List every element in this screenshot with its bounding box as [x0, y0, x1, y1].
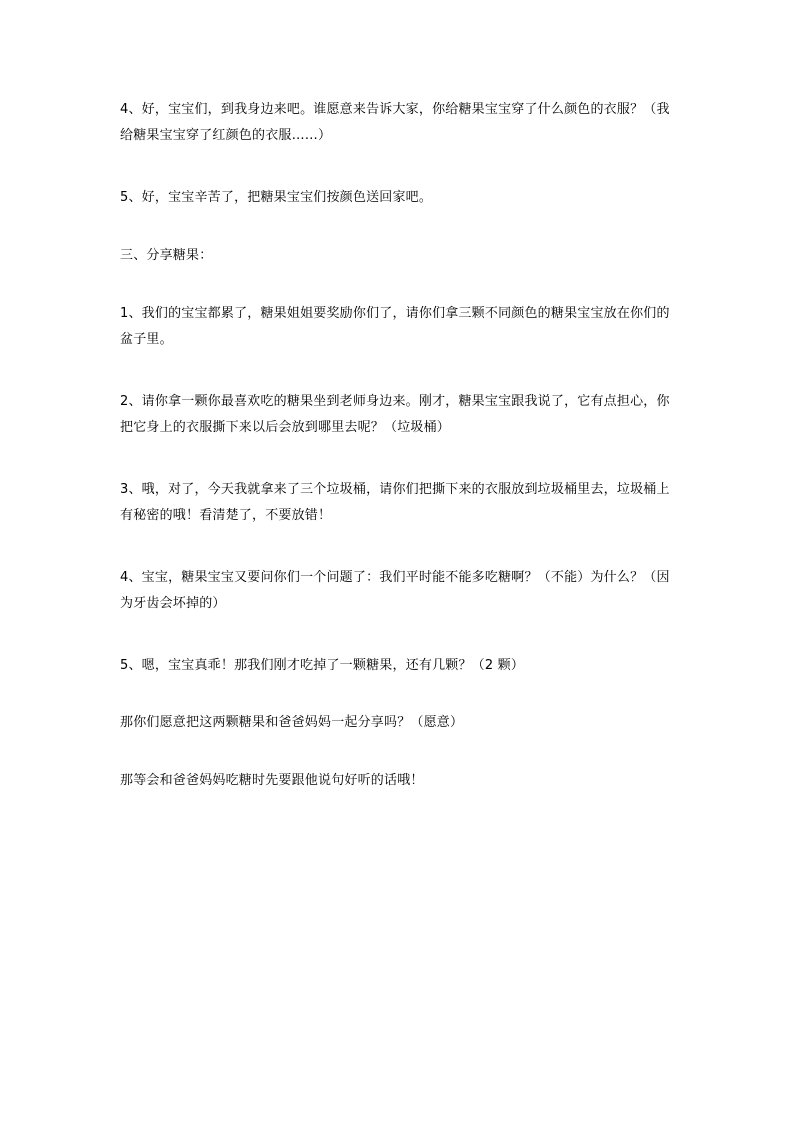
section-heading-share-candy — [120, 243, 680, 269]
text-line: 那等会和爸爸妈妈吃糖时先要跟他说句好听的话哦！ — [120, 773, 424, 788]
text-line: 4、好，宝宝们，到我身边来吧。谁愿意来告诉大家，你给糖果宝宝穿了什么颜色的衣服？（我 — [120, 102, 670, 117]
text-line: 为牙齿会坏掉的） — [120, 596, 226, 611]
paragraph-share-with-parents — [120, 710, 680, 736]
text-line: 4、宝宝，糖果宝宝又要问你们一个问题了：我们平时能不能多吃糖啊？（不能）为什么？（因 — [120, 570, 670, 585]
paragraph-share-step-3 — [120, 477, 680, 529]
paragraph-share-step-2 — [120, 389, 680, 441]
paragraph-share-step-1 — [120, 301, 680, 353]
text-line: 有秘密的哦！看清楚了，不要放错！ — [120, 508, 332, 523]
text-line: 那你们愿意把这两颗糖果和爸爸妈妈一起分享吗？（愿意） — [120, 715, 464, 730]
text-line: 2、请你拿一颗你最喜欢吃的糖果坐到老师身边来。刚才，糖果宝宝跟我说了，它有点担心，你 — [120, 394, 670, 409]
text-line: 3、哦，对了，今天我就拿来了三个垃圾桶，请你们把撕下来的衣服放到垃圾桶里去，垃圾桶上 — [120, 482, 670, 497]
text-line: 5、嗯，宝宝真乖！那我们刚才吃掉了一颗糖果，还有几颗？（2 颗） — [120, 658, 525, 673]
text-line: 5、好，宝宝辛苦了，把糖果宝宝们按颜色送回家吧。 — [120, 190, 433, 205]
paragraph-share-step-4 — [120, 565, 680, 617]
paragraph-closing — [120, 768, 680, 794]
text-line: 三、分享糖果： — [120, 248, 213, 263]
text-line: 把它身上的衣服撕下来以后会放到哪里去呢？（垃圾桶） — [120, 420, 451, 435]
paragraph-share-step-5 — [120, 653, 680, 679]
text-line: 给糖果宝宝穿了红颜色的衣服……） — [120, 128, 332, 143]
text-line: 1、我们的宝宝都累了，糖果姐姐要奖励你们了，请你们拿三颗不同颜色的糖果宝宝放在你们的 — [120, 306, 670, 321]
paragraph-step-4-clothes-color — [120, 97, 680, 149]
paragraph-step-5-send-home — [120, 185, 680, 211]
text-line: 盆子里。 — [120, 332, 173, 347]
